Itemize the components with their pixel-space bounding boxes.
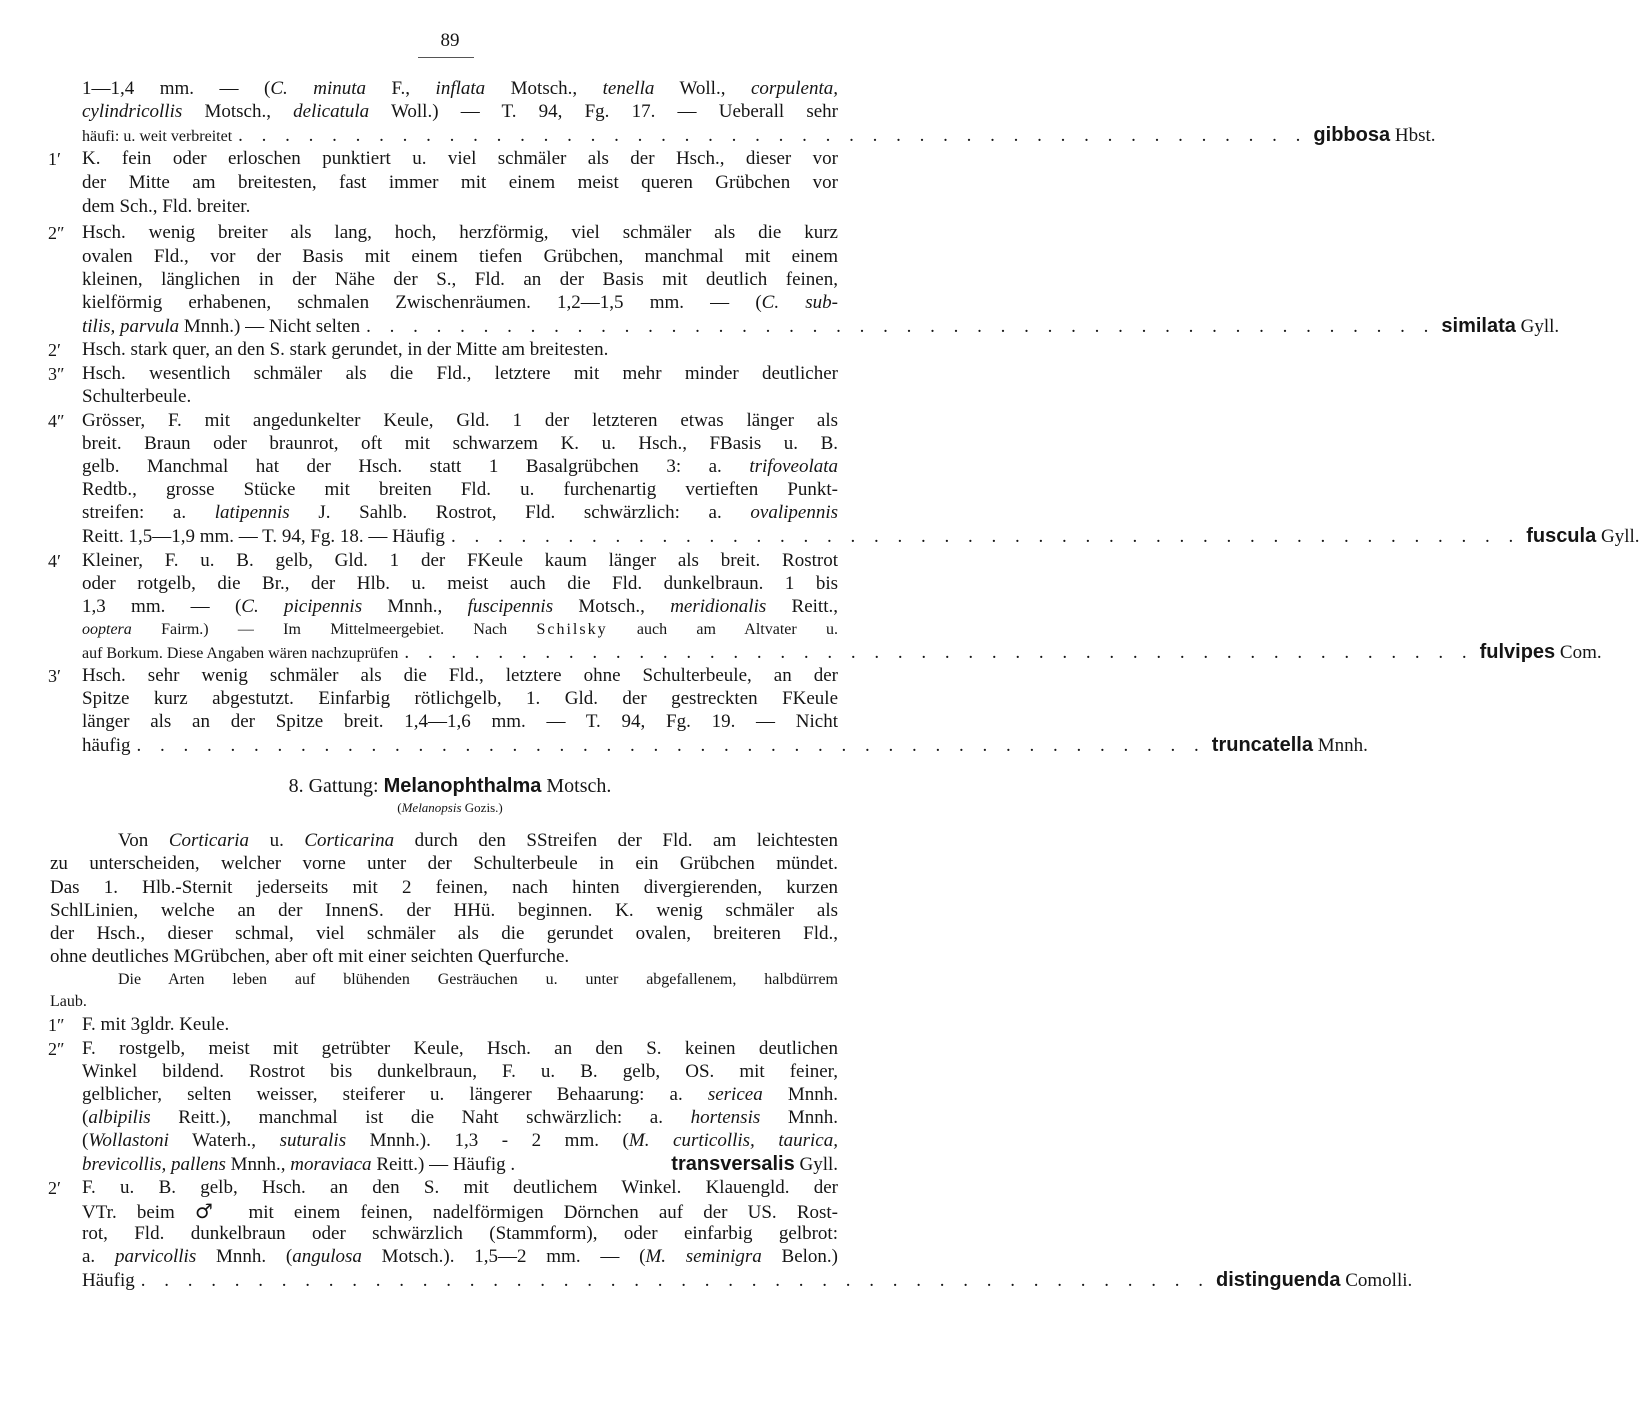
- intro-line-4: SchlLinien, welche an der InnenS. der HHü. beginnen. K. wenig schmäler als: [50, 900, 838, 921]
- intro-line-6: ohne deutliches MGrübchen, aber oft mit einer seichten Querfurche.: [50, 946, 570, 967]
- couplet-2pp-line-2: ovalen Fld., vor der Basis mit einem tiefen Grübchen, manchmal mit einem: [82, 246, 838, 267]
- leader-dots: . . . . . . . . . . . . . . . . . . . . . . . . . . . . . . . . . . . . . . . . . . . . . .: [366, 316, 1436, 337]
- leader-dots: . . . . . . . . . . . . . . . . . . . . . . . . . . . . . . . . . . . . . . . . . . . . . .: [404, 642, 1474, 663]
- couplet-label: 2′: [48, 340, 61, 360]
- m-couplet-2p-line-3: rot, Fld. dunkelbraun oder schwärzlich (Stammform), oder einfarbig gelbrot:: [82, 1223, 838, 1244]
- page-number-rule: [418, 57, 474, 58]
- couplet-4p-line-1: Kleiner, F. u. B. gelb, Gld. 1 der FKeule kaum länger als breit. Rostrot: [82, 550, 838, 571]
- couplet-4p-line-2: oder rotgelb, die Br., der Hlb. u. meist auch die Fld. dunkelbraun. 1 bis: [82, 573, 838, 594]
- male-symbol-icon: ♂: [194, 1199, 229, 1223]
- couplet-3p-line-3: länger als an der Spitze breit. 1,4—1,6 mm. — T. 94, Fg. 19. — Nicht: [82, 711, 838, 732]
- species-name: transversalis: [671, 1153, 795, 1175]
- couplet-1p-line-3: dem Sch., Fld. breiter.: [82, 196, 251, 217]
- couplet-label: 3′: [48, 666, 61, 686]
- gibbosa-line-1: 1—1,4 mm. — (C. minuta F., inflata Motsch., tenella Woll., corpulenta,: [82, 78, 839, 99]
- couplet-4pp-line-4: Redtb., grosse Stücke mit breiten Fld. u. furchenartig vertieften Punkt-: [82, 479, 838, 500]
- gibbosa-species-line: häufi: u. weit verbreitet . . . . . . . . . . . . . . . . . . . . . . . . . . . . . . . . . . . . . . . . . . . . . . gibbosa Hbst.: [82, 124, 1436, 146]
- m-couplet-2pp-line-3: gelblicher, selten weisser, steiferer u. längerer Behaarung: a. sericea Mnnh.: [82, 1084, 838, 1105]
- couplet-2pp-line-1: Hsch. wenig breiter als lang, hoch, herzförmig, viel schmäler als die kurz: [82, 222, 838, 243]
- intro-line-2: zu unterscheiden, welcher vorne unter der Schulterbeule in ein Grübchen mündet.: [50, 853, 838, 874]
- m-couplet-2pp-line-1: F. rostgelb, meist mit getrübter Keule, Hsch. an den S. keinen deutlichen: [82, 1038, 838, 1059]
- couplet-label: 1′: [48, 149, 61, 169]
- couplet-4p-line-4: ooptera Fairm.) — Im Mittelmeergebiet. Nach Schilsky auch am Altvater u.: [82, 621, 838, 638]
- couplet-label: 4′: [48, 551, 61, 571]
- m-couplet-2p-line-1: F. u. B. gelb, Hsch. an den S. mit deutlichem Winkel. Klauengld. der: [82, 1177, 838, 1198]
- truncatella-species-line: häufig . . . . . . . . . . . . . . . . . . . . . . . . . . . . . . . . . . . . . . . . . . . . . . truncatella Mnnh.: [82, 734, 1368, 756]
- couplet-label: 4″: [48, 411, 65, 431]
- species-name: gibbosa: [1313, 124, 1391, 146]
- leader-dots: . . . . . . . . . . . . . . . . . . . . . . . . . . . . . . . . . . . . . . . . . . . . . .: [450, 526, 1521, 547]
- species-name: truncatella: [1211, 734, 1313, 756]
- couplet-2p-line-1: Hsch. stark quer, an den S. stark gerundet, in der Mitte am breitesten.: [82, 339, 609, 360]
- genus-heading: 8. Gattung: Melanophthalma Motsch.: [288, 775, 612, 797]
- leader-dots: . . . . . . . . . . . . . . . . . . . . . . . . . . . . . . . . . . . . . . . . . . . . . .: [136, 735, 1206, 756]
- couplet-label: 2″: [48, 1039, 65, 1059]
- species-name: distinguenda: [1216, 1269, 1341, 1291]
- couplet-label: 1″: [48, 1015, 65, 1035]
- genus-synonym: (Melanopsis Gozis.): [397, 800, 503, 815]
- couplet-label: 3″: [48, 364, 65, 384]
- couplet-4pp-line-2: breit. Braun oder braunrot, oft mit schwarzem K. u. Hsch., FBasis u. B.: [82, 433, 838, 454]
- m-couplet-2p-line-4: a. parvicollis Mnnh. (angulosa Motsch.). 1,5—2 mm. — (M. seminigra Belon.): [82, 1246, 839, 1267]
- habitat-line-1: Die Arten leben auf blühenden Gesträuchen u. unter abgefallenem, halbdürrem: [118, 971, 838, 988]
- couplet-3p-line-1: Hsch. sehr wenig schmäler als die Fld., letztere ohne Schulterbeule, an der: [82, 665, 838, 686]
- couplet-label: 2″: [48, 223, 65, 243]
- couplet-3pp-line-1: Hsch. wesentlich schmäler als die Fld., letztere mit mehr minder deutlicher: [82, 363, 838, 384]
- m-couplet-2p-line-2: VTr. beim ♂ mit einem feinen, nadelförmigen Dörnchen auf der US. Rost-: [82, 1199, 838, 1223]
- intro-line-3: Das 1. Hlb.-Sternit jederseits mit 2 feinen, nach hinten divergierenden, kurzen: [50, 877, 838, 898]
- similata-species-line: tilis, parvula Mnnh.) — Nicht selten . . . . . . . . . . . . . . . . . . . . . . . . . . . . . . . . . . . . . . . . . . . . . . similata Gyll.: [82, 315, 1560, 337]
- couplet-2pp-line-3: kleinen, länglichen in der Nähe der S., Fld. an der Basis mit deutlich feinen,: [82, 269, 838, 290]
- couplet-4pp-line-3: gelb. Manchmal hat der Hsch. statt 1 Basalgrübchen 3: a. trifoveolata: [82, 456, 838, 477]
- page-number: 89: [440, 30, 460, 51]
- couplet-1p-line-1: K. fein oder erloschen punktiert u. viel schmäler als der Hsch., dieser vor: [82, 148, 838, 169]
- m-couplet-2pp-line-5: (Wollastoni Waterh., suturalis Mnnh.). 1,3 - 2 mm. (M. curticollis, taurica,: [82, 1130, 838, 1151]
- couplet-3p-line-2: Spitze kurz abgestutzt. Einfarbig rötlichgelb, 1. Gld. der gestreckten FKeule: [82, 688, 838, 709]
- leader-dots: . . . . . . . . . . . . . . . . . . . . . . . . . . . . . . . . . . . . . . . . . . . . . .: [238, 125, 1308, 146]
- leader-dots: . . . . . . . . . . . . . . . . . . . . . . . . . . . . . . . . . . . . . . . . . . . . . .: [140, 1270, 1211, 1291]
- couplet-4pp-line-5: streifen: a. latipennis J. Sahlb. Rostrot, Fld. schwärzlich: a. ovalipennis: [82, 502, 838, 523]
- m-couplet-2pp-line-2: Winkel bildend. Rostrot bis dunkelbraun, F. u. B. gelb, OS. mit feiner,: [82, 1061, 838, 1082]
- species-name: similata: [1441, 315, 1516, 337]
- couplet-2pp-line-4: kielförmig erhabenen, schmalen Zwischenräumen. 1,2—1,5 mm. — (C. sub-: [82, 292, 838, 313]
- distinguenda-species-line: Häufig . . . . . . . . . . . . . . . . . . . . . . . . . . . . . . . . . . . . . . . . . . . . . . distinguenda Comolli.: [82, 1269, 1413, 1291]
- gibbosa-line-2: cylindricollis Motsch., delicatula Woll.) — T. 94, Fg. 17. — Ueberall sehr: [82, 101, 838, 122]
- intro-line-1: Von Corticaria u. Corticarina durch den SStreifen der Fld. am leichtesten: [118, 830, 839, 851]
- couplet-4pp-line-1: Grösser, F. mit angedunkelter Keule, Gld. 1 der letzteren etwas länger als: [82, 410, 838, 431]
- fuscula-species-line: Reitt. 1,5—1,9 mm. — T. 94, Fg. 18. — Häufig . . . . . . . . . . . . . . . . . . . . . . . . . . . . . . . . . . . . . . . . . . . . . . fuscula Gyll.: [82, 525, 1640, 547]
- couplet-1p-line-2: der Mitte am breitesten, fast immer mit einem meist queren Grübchen vor: [82, 172, 838, 193]
- m-couplet-1pp-line: F. mit 3gldr. Keule.: [82, 1014, 230, 1035]
- m-couplet-2pp-line-4: (albipilis Reitt.), manchmal ist die Naht schwärzlich: a. hortensis Mnnh.: [82, 1107, 838, 1128]
- species-name: fulvipes: [1479, 641, 1556, 663]
- couplet-3pp-line-2: Schulterbeule.: [82, 386, 192, 407]
- couplet-4p-line-3: 1,3 mm. — (C. picipennis Mnnh., fuscipennis Motsch., meridionalis Reitt.,: [82, 596, 838, 617]
- transversalis-species-line: brevicollis, pallens Mnnh., moraviaca Reitt.) — Häufig . transversalis Gyll.: [82, 1153, 838, 1175]
- intro-line-5: der Hsch., dieser schmal, viel schmäler als die gerundet ovalen, breiteren Fld.,: [50, 923, 838, 944]
- fulvipes-species-line: auf Borkum. Diese Angaben wären nachzuprüfen . . . . . . . . . . . . . . . . . . . . . . . . . . . . . . . . . . . . . . . . . . . . . . fulvipes Com.: [82, 641, 1602, 663]
- couplet-label: 2′: [48, 1178, 61, 1198]
- species-name: fuscula: [1526, 525, 1597, 547]
- habitat-line-2: Laub.: [50, 993, 87, 1010]
